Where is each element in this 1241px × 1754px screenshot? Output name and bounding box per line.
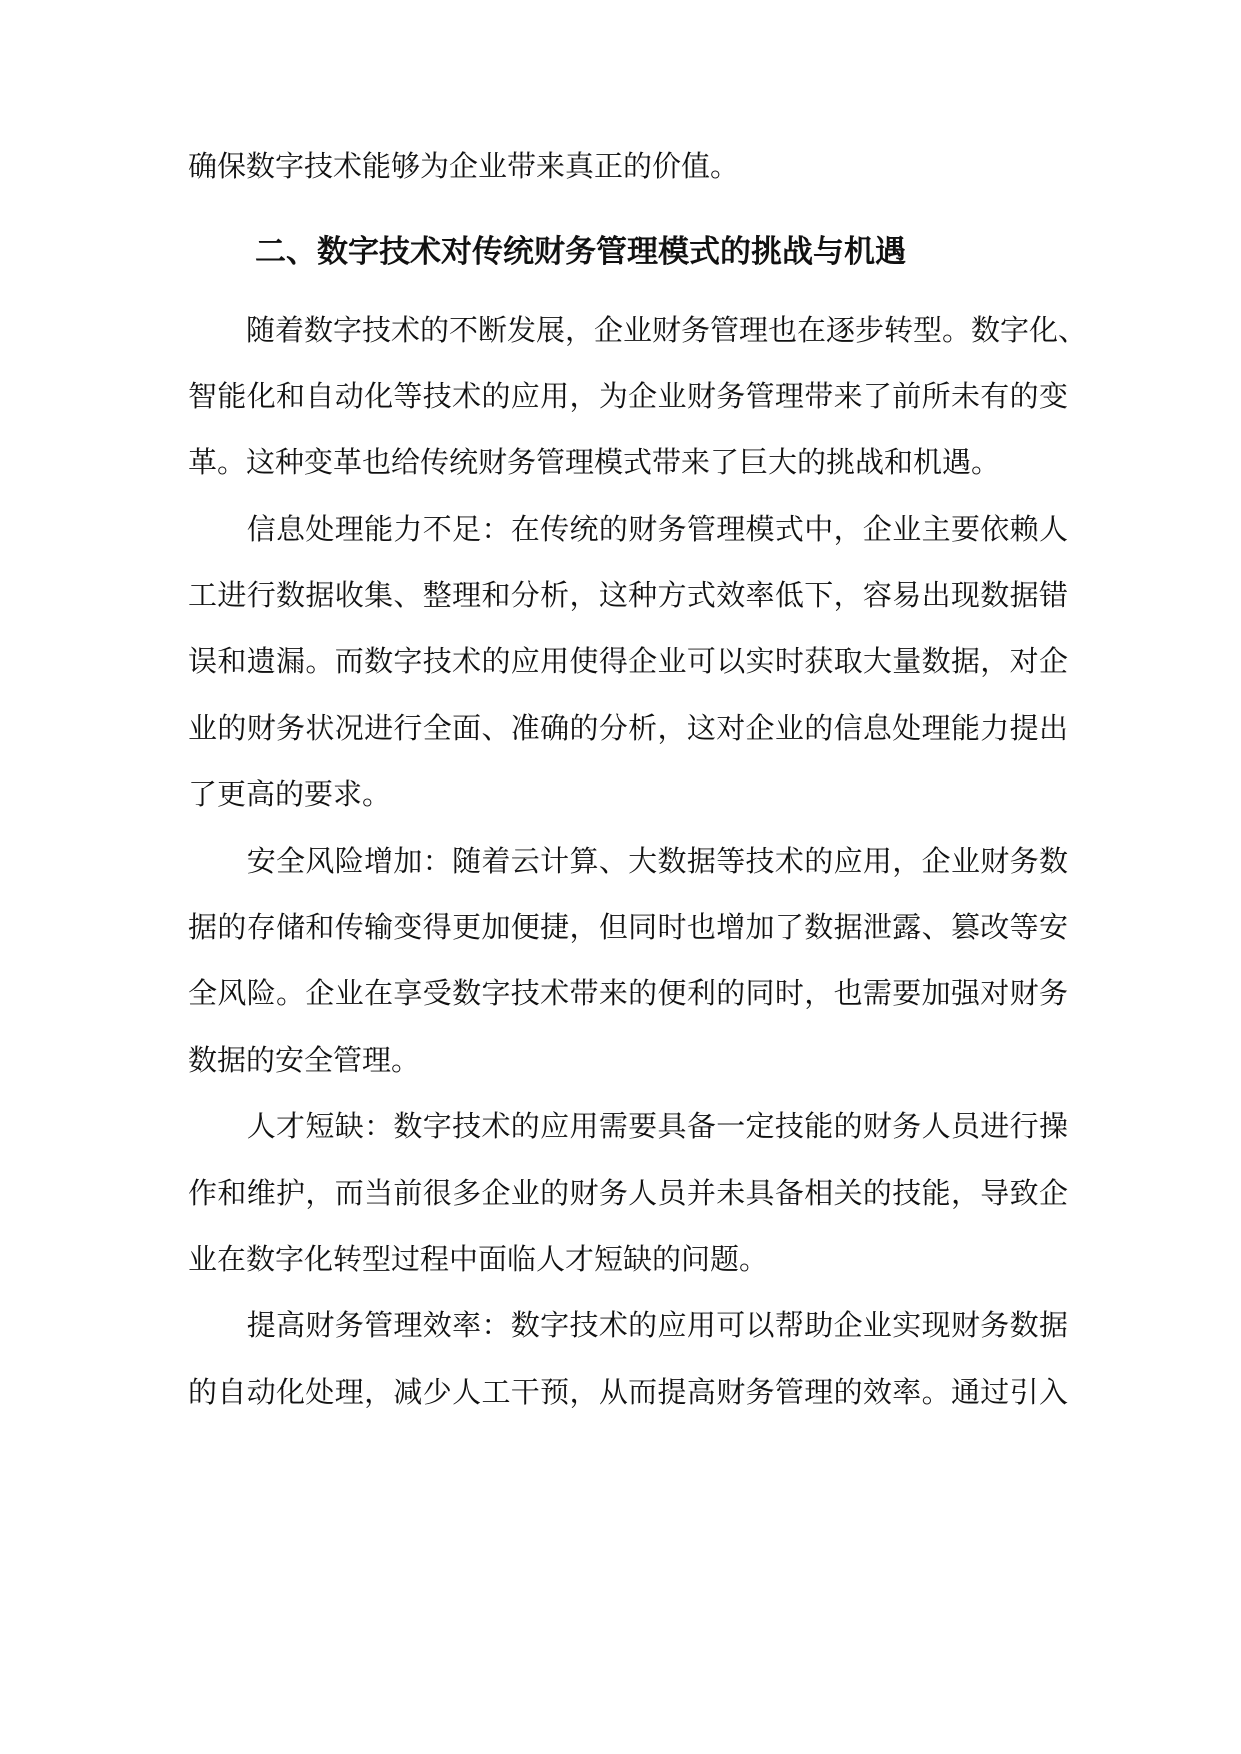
paragraph-line: 智能化和自动化等技术的应用，为企业财务管理带来了前所未有的变 bbox=[188, 379, 1068, 413]
paragraph-line: 信息处理能力不足：在传统的财务管理模式中，企业主要依赖人 bbox=[188, 512, 1068, 546]
paragraph-line: 工进行数据收集、整理和分析，这种方式效率低下，容易出现数据错 bbox=[188, 578, 1068, 612]
paragraph-line: 安全风险增加：随着云计算、大数据等技术的应用，企业财务数 bbox=[188, 844, 1068, 878]
paragraph-line: 确保数字技术能够为企业带来真正的价值。 bbox=[188, 149, 740, 183]
paragraph-line: 提高财务管理效率：数字技术的应用可以帮助企业实现财务数据 bbox=[188, 1308, 1068, 1342]
paragraph-line: 人才短缺：数字技术的应用需要具备一定技能的财务人员进行操 bbox=[188, 1109, 1068, 1143]
paragraph-line: 误和遗漏。而数字技术的应用使得企业可以实时获取大量数据，对企 bbox=[188, 644, 1068, 678]
paragraph-line: 数据的安全管理。 bbox=[188, 1043, 421, 1077]
paragraph-line: 作和维护，而当前很多企业的财务人员并未具备相关的技能，导致企 bbox=[188, 1176, 1068, 1210]
paragraph-line: 业的财务状况进行全面、准确的分析，这对企业的信息处理能力提出 bbox=[188, 711, 1068, 745]
paragraph-line: 业在数字化转型过程中面临人才短缺的问题。 bbox=[188, 1242, 769, 1276]
paragraph-line: 全风险。企业在享受数字技术带来的便利的同时，也需要加强对财务 bbox=[188, 976, 1068, 1010]
paragraph-line: 随着数字技术的不断发展，企业财务管理也在逐步转型。数字化、 bbox=[188, 313, 1088, 347]
paragraph-line: 了更高的要求。 bbox=[188, 777, 392, 811]
paragraph-line: 革。这种变革也给传统财务管理模式带来了巨大的挑战和机遇。 bbox=[188, 445, 1001, 479]
paragraph-line: 据的存储和传输变得更加便捷，但同时也增加了数据泄露、篡改等安 bbox=[188, 910, 1068, 944]
section-heading: 二、数字技术对传统财务管理模式的挑战与机遇 bbox=[255, 234, 906, 270]
paragraph-line: 的自动化处理，减少人工干预，从而提高财务管理的效率。通过引入 bbox=[188, 1375, 1068, 1409]
